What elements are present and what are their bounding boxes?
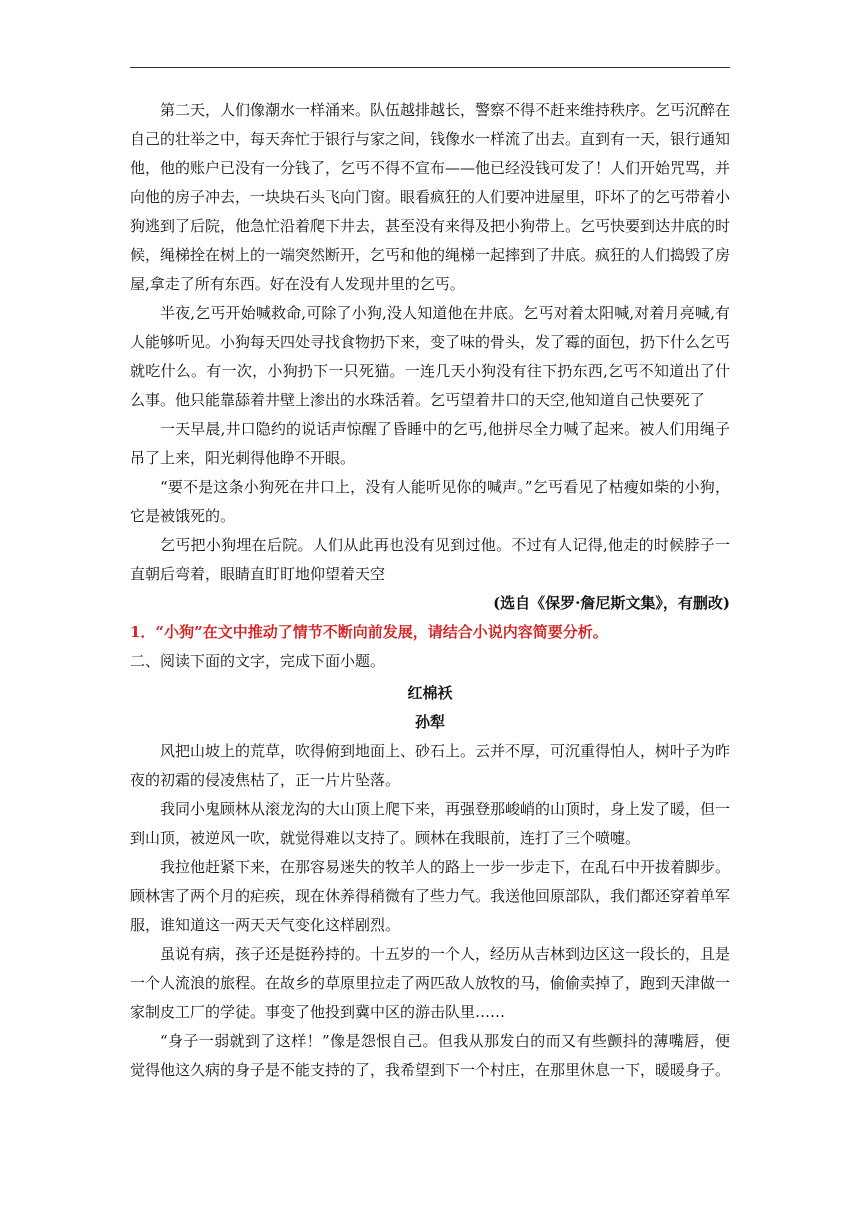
- document-page: [130, 96, 730, 1085]
- passage2-paragraph-1: 风把山坡上的荒草，吹得俯到地面上、砂石上。云并不厚，可沉重得怕人，树叶子为昨夜的初霜的侵凌焦枯了，正一片片坠落。: [130, 742, 731, 789]
- passage1-paragraph-1: 第二天，人们像潮水一样涌来。队伍越排越长，警察不得不赶来维持秩序。乞丐沉醉在自己的壮举之中，每天奔忙于银行与家之间，钱像水一样流了出去。直到有一天，银行通知他，他的账户已没有一分钱了，乞丐不得不宣布——他已经没钱可发了！人们开始咒骂，并向他的房子冲去，一块块石头飞向门窗。眼看疯狂的人们要冲进屋里，吓坏了的乞丐带着小狗逃到了后院，他急忙沿着爬下井去，甚至没有来得及把小狗带上。乞丐快要到达井底的时候，绳梯拴在树上的一端突然断开，乞丐和他的绳梯一起摔到了井底。疯狂的人们捣毁了房屋,拿走了所有东西。好在没有人发现井里的乞丐。: [130, 101, 731, 293]
- passage2-paragraph-5: “身子一弱就到了这样！”像是怨恨自己。但我从那发白的而又有些颤抖的薄嘴唇，便觉得他这久病的身子是不能支持的了，我希望到下一个村庄，在那里休息一下，暖暖身子。: [130, 1032, 731, 1079]
- passage2-title: 红棉袄: [407, 684, 453, 702]
- passage1-paragraph-3: 一天早晨,井口隐约的说话声惊醒了昏睡中的乞丐,他拼尽全力喊了起来。被人们用绳子吊了上来，阳光刺得他睁不开眼。: [130, 420, 730, 467]
- passage1-paragraph-5: 乞丐把小狗埋在后院。人们从此再也没有见到过他。不过有人记得,他走的时候脖子一直朝后弯着，眼睛直盯盯地仰望着天空: [130, 536, 730, 583]
- passage1-paragraph-2: 半夜,乞丐开始喊救命,可除了小狗,没人知道他在井底。乞丐对着太阳喊,对着月亮喊,有人能够听见。小狗每天四处寻找食物扔下来，变了味的骨头，发了霉的面包，扔下什么乞丐就吃什么。有一次，小狗扔下一只死猫。一连几天小狗没有往下扔东西,乞丐不知道出了什么事。他只能靠舔着井壁上渗出的水珠活着。乞丐望着井口的天空,他知道自己快要死了: [130, 304, 731, 409]
- question-1: 1．“小狗”在文中推动了情节不断向前发展，请结合小说内容简要分析。: [130, 623, 608, 641]
- passage2-paragraph-3: 我拉他赶紧下来，在那容易迷失的牧羊人的路上一步一步走下，在乱石中开拔着脚步。顾林害了两个月的疟疾，现在休养得稍微有了些力气。我送他回原部队，我们都还穿着单军服，谁知道这一两天天气变化这样剧烈。: [130, 858, 731, 934]
- section-2-heading: 二、阅读下面的文字，完成下面小题。: [130, 652, 386, 670]
- passage2-paragraph-2: 我同小鬼顾林从滚龙沟的大山顶上爬下来，再强登那峻峭的山顶时，身上发了暖，但一到山顶，被逆风一吹，就觉得难以支持了。顾林在我眼前，连打了三个喷嚏。: [130, 800, 731, 847]
- passage1-source: (选自《保罗·詹尼斯文集》，有删改): [493, 594, 730, 612]
- header-rule: [130, 67, 730, 68]
- passage2-paragraph-4: 虽说有病，孩子还是挺矜持的。十五岁的一个人，经历从吉林到边区这一段长的，且是一个人流浪的旅程。在故乡的草原里拉走了两匹敌人放牧的马，偷偷卖掉了，跑到天津做一家制皮工厂的学徒。事变了他投到冀中区的游击队里……: [130, 945, 731, 1021]
- passage1-paragraph-4: “要不是这条小狗死在井口上，没有人能听见你的喊声。”乞丐看见了枯瘦如柴的小狗，它是被饿死的。: [130, 478, 730, 525]
- passage2-author: 孙犁: [414, 713, 445, 731]
